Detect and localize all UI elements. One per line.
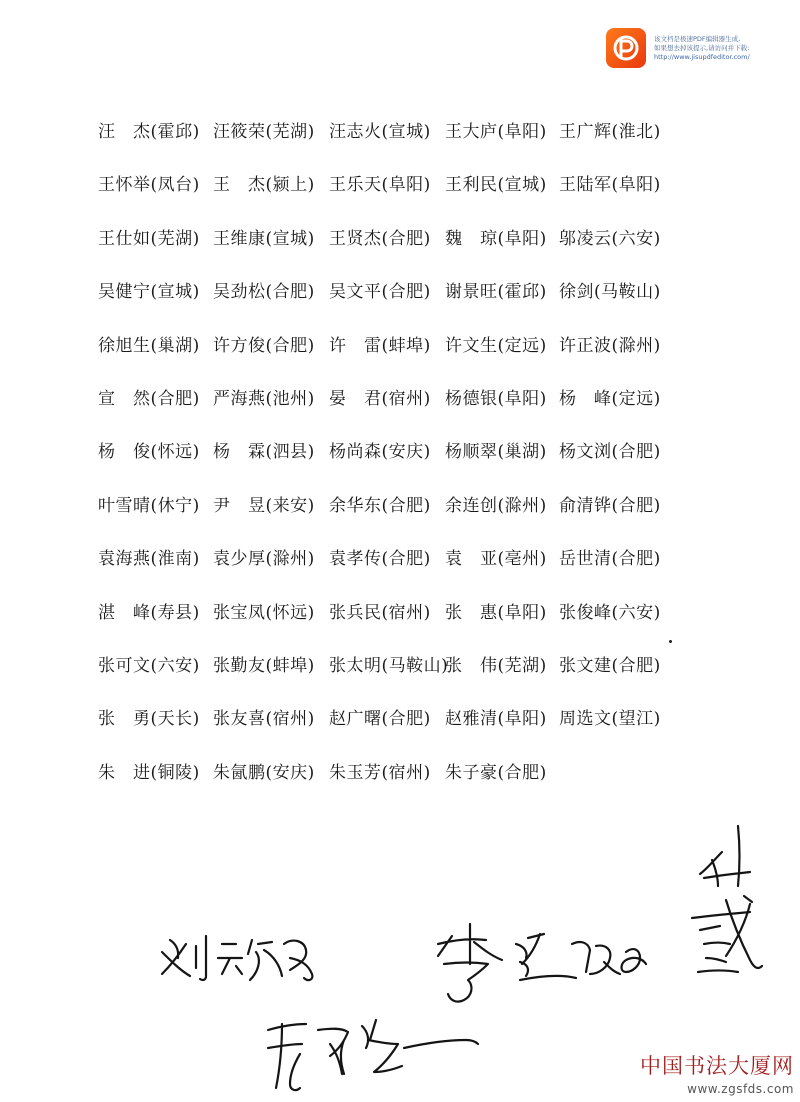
name-entry: 赵雅清(阜阳) (445, 709, 547, 730)
name-entry: 朱 进(铜陵) (98, 762, 200, 783)
name-entry: 王怀举(凤台) (98, 175, 200, 196)
watermark-badge (606, 28, 750, 68)
name-entry: 杨 俊(怀远) (98, 442, 200, 463)
signature-3 (692, 826, 762, 972)
name-entry: 严海燕(池州) (213, 388, 315, 409)
name-entry: 张 勇(天长) (98, 709, 200, 730)
name-entry: 许 雷(蚌埠) (329, 335, 431, 356)
name-entry: 许文生(定远) (445, 335, 547, 356)
name-row (98, 438, 718, 491)
name-entry: 尹 昱(来安) (213, 495, 315, 516)
watermark-url[interactable]: http://www.jisupdfeditor.com/ (654, 52, 750, 61)
name-row (98, 652, 718, 705)
name-entry: 宣 然(合肥) (98, 388, 200, 409)
name-entry: 张俊峰(六安) (559, 602, 661, 623)
name-entry: 周选文(望江) (559, 709, 661, 730)
name-entry: 徐剑(马鞍山) (559, 282, 661, 303)
name-entry: 杨顺翠(巢湖) (445, 442, 547, 463)
signature-1 (162, 936, 312, 980)
name-row (98, 171, 718, 224)
name-entry: 张 伟(芜湖) (445, 655, 547, 676)
name-entry: 王广辉(淮北) (559, 122, 661, 142)
name-row (98, 118, 718, 171)
name-entry: 王陆军(阜阳) (559, 175, 661, 196)
ink-dot (669, 640, 672, 643)
site-logo[interactable] (624, 1050, 794, 1096)
signature-2 (438, 924, 646, 1002)
name-entry: 王维康(宣城) (213, 228, 315, 249)
name-entry: 张 惠(阜阳) (445, 602, 547, 623)
name-row (98, 332, 718, 385)
name-entry: 王贤杰(合肥) (329, 228, 431, 249)
name-entry: 杨 峰(定远) (559, 388, 661, 409)
name-entry: 杨尚森(安庆) (329, 442, 431, 463)
name-entry: 朱玉芳(宿州) (329, 762, 431, 783)
name-entry: 张太明(马鞍山) (329, 655, 449, 676)
name-entry: 吴文平(合肥) (329, 282, 431, 303)
name-entry: 袁海燕(淮南) (98, 549, 200, 570)
name-entry: 汪志火(宣城) (329, 122, 431, 142)
name-row (98, 278, 718, 331)
name-entry: 晏 君(宿州) (329, 388, 431, 409)
name-entry: 张宝凤(怀远) (213, 602, 315, 623)
name-row (98, 545, 718, 598)
name-entry: 杨德银(阜阳) (445, 388, 547, 409)
name-row (98, 385, 718, 438)
watermark-line-2: 如果想去掉该提示,请访问并下载: (654, 43, 750, 52)
name-entry: 余连创(滁州) (445, 495, 547, 516)
name-entry: 张友喜(宿州) (213, 709, 315, 730)
name-entry: 王乐天(阜阳) (329, 175, 431, 196)
name-entry: 王仕如(芜湖) (98, 228, 200, 249)
name-entry: 朱子豪(合肥) (445, 762, 547, 783)
name-row (98, 705, 718, 758)
name-entry: 赵广曙(合肥) (329, 709, 431, 730)
signature-4 (268, 1020, 478, 1090)
name-entry: 杨 霖(泗县) (213, 442, 315, 463)
name-entry: 杨文浏(合肥) (559, 442, 661, 463)
name-entry: 张勤友(蚌埠) (213, 655, 315, 676)
name-entry: 汪筱荣(芜湖) (213, 122, 315, 142)
name-entry: 张兵民(宿州) (329, 602, 431, 623)
watermark-text (654, 35, 750, 62)
name-entry: 许方俊(合肥) (213, 335, 315, 356)
name-entry: 邬凌云(六安) (559, 228, 661, 249)
name-entry: 吴健宁(宣城) (98, 282, 200, 303)
name-entry: 叶雪晴(休宁) (98, 495, 200, 516)
name-entry: 汪 杰(霍邱) (98, 122, 200, 142)
name-entry: 徐旭生(巢湖) (98, 335, 200, 356)
name-entry: 袁孝传(合肥) (329, 549, 431, 570)
name-row (98, 492, 718, 545)
name-entry: 张可文(六安) (98, 655, 200, 676)
name-row (98, 759, 718, 812)
name-entry: 许正波(滁州) (559, 335, 661, 356)
name-entry: 袁 亚(亳州) (445, 549, 547, 570)
name-entry: 袁少厚(滁州) (213, 549, 315, 570)
name-entry: 魏 琼(阜阳) (445, 228, 547, 249)
name-entry: 湛 峰(寿县) (98, 602, 200, 623)
name-entry: 余华东(合肥) (329, 495, 431, 516)
name-entry: 王大庐(阜阳) (445, 122, 547, 142)
name-entry: 王利民(宣城) (445, 175, 547, 196)
name-entry: 王 杰(颍上) (213, 175, 315, 196)
name-entry: 岳世清(合肥) (559, 549, 661, 570)
watermark-line-1: 该文档是极速PDF编辑器生成, (654, 34, 741, 43)
name-entry: 谢景旺(霍邱) (445, 282, 547, 303)
name-row (98, 225, 718, 278)
site-logo-name: 中国书法大厦网 (640, 1054, 794, 1078)
name-entry: 张文建(合肥) (559, 655, 661, 676)
name-entry: 俞清铧(合肥) (559, 495, 661, 516)
pdf-editor-logo-icon (606, 28, 646, 68)
name-entry: 朱氤鹏(安庆) (213, 762, 315, 783)
name-list (98, 118, 718, 812)
site-logo-url[interactable]: www.zgsfds.com (687, 1082, 794, 1096)
name-row (98, 599, 718, 652)
name-entry: 吴劲松(合肥) (213, 282, 315, 303)
